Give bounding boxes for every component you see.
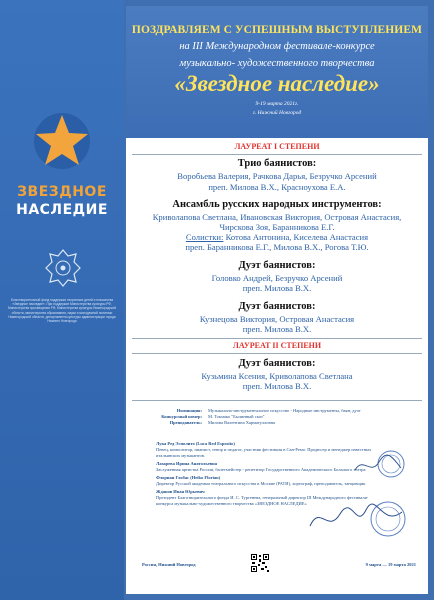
header-dates: 9-19 марта 2021г.: [255, 101, 299, 107]
entry-title: Трио баянистов:: [237, 158, 317, 169]
certificate: [126, 6, 428, 594]
teacher-label: Преподаватель:: [169, 420, 202, 425]
jury-block: [156, 441, 376, 507]
divider: [132, 400, 422, 401]
entry-names: Воробьева Валерия, Рачкова Дарья, Безручко Арсений: [177, 171, 377, 181]
number-value: М. Токмако "Былинный сказ": [208, 414, 265, 419]
info-block: [126, 408, 428, 438]
nomination-label: Номинация:: [176, 408, 202, 413]
jury-name: Лазарева Ирина Анатольевна: [156, 461, 218, 466]
entry-teacher: преп. Милова В.Х.: [242, 324, 312, 334]
entry-teacher: преп. Милова В.Х.: [242, 381, 312, 391]
divider: [132, 338, 422, 339]
entry-title: Ансамбль русских народных инструментов:: [172, 199, 382, 210]
entry-title: Дуэт баянистов:: [238, 301, 316, 312]
qr-code-icon: [250, 553, 270, 573]
divider: [132, 353, 422, 354]
entry-teacher: преп. Милова В.Х.: [242, 283, 312, 293]
header-festival: на III Международном фестивале-конкурсе: [179, 41, 375, 52]
laureate-1-heading: ЛАУРЕАТ I СТЕПЕНИ: [234, 142, 320, 151]
entry-names: Криволапова Светлана, Ивановская Виктория, Островая Анастасия,: [152, 212, 402, 222]
jury-desc: Директор Русской академии театрального искусства в Москве (РАТИ), хореограф, преподаватель, танцовщик: [156, 481, 366, 486]
nomination-value: Музыкально-инструментальное искусство - Народные инструменты, баян, дуэт: [208, 408, 361, 413]
brand-line1: ЗВЕЗДНОЕ: [17, 184, 107, 200]
entry-teacher: преп. Баранникова Е.Г., Милова В.Х., Рогова Т.Ю.: [185, 242, 369, 252]
jury-desc: Президент Благотворительного фонда И. С. Тургенева, генеральный директор III Международного фестиваля-конкурса музыкально-художественного творчества «ЗВЕЗДНОЕ НАСЛЕДИЕ»: [156, 495, 369, 506]
divider: [132, 154, 422, 155]
soloists-names: Котова Антонина, Киселева Анастасия: [223, 232, 369, 242]
brand-line2: НАСЛЕДИЕ: [16, 202, 108, 218]
footer-place: Россия, Нижний Новгород: [142, 562, 196, 567]
header-title: «Звездное наследие»: [174, 71, 380, 96]
header-city: г. Нижний Новгород: [252, 110, 302, 116]
entry-teacher: преп. Милова В.Х., Красноухова Е.А.: [208, 182, 346, 192]
number-label: Конкурсный номер:: [161, 414, 202, 419]
entry-soloists: [126, 232, 428, 242]
signature-icon: [306, 500, 416, 538]
soloists-label: Солистки:: [185, 232, 224, 242]
jury-name: Жданов Иван Юрьевич: [156, 489, 205, 494]
entry-names: Кузьмина Ксения, Криволапова Светлана: [201, 371, 353, 381]
entry-title: Дуэт баянистов:: [238, 358, 316, 369]
left-sidebar: [0, 0, 124, 600]
sidebar-note: Благотворительный фонд поддержки творческих детей и юношества «Звездное наследие». При поддержке Министерства культуры РФ, Министерства просвещения РФ, Министерства культуры Нижегородской области, министерства образования, науки и молодежной политики Нижегородской области, департамента культуры администрации города Нижнего Новгорода: [8, 298, 116, 324]
header-subtitle: музыкально- художественного творчества: [179, 58, 375, 69]
laureate-2-heading: ЛАУРЕАТ II СТЕПЕНИ: [232, 341, 322, 350]
entry-names-2: Чирскова Зоя, Баранникова Е.Г.: [219, 222, 335, 232]
entry-title: Дуэт баянистов:: [238, 260, 316, 271]
seal-icon: [351, 448, 411, 480]
jury-desc: Певец, композитор, пианист, тенор и педагог, участник фестиваля в Сан-Ремо. Продюсер и менеджер известных итальянских музыкантов.: [156, 447, 372, 458]
certificate-header: [126, 6, 428, 138]
header-congrats: ПОЗДРАВЛЯЕМ С УСПЕШНЫМ ВЫСТУПЛЕНИЕМ: [131, 24, 423, 36]
jury-desc: Заслуженная артистка России, балетмейстер - репетитор Государственного Академического Большого театра: [156, 467, 366, 472]
certificate-body: [126, 138, 428, 594]
star-logo-icon: [32, 111, 92, 171]
entry-names: Кузнецова Виктория, Островая Анастасия: [199, 314, 355, 324]
jury-name: Флориан Глобас (Heiko Florian): [156, 475, 221, 480]
emblem-icon: [44, 248, 82, 288]
teacher-value: Милова Валентина Харматулловна: [208, 420, 276, 425]
entry-names: Головко Андрей, Безручко Арсений: [211, 273, 343, 283]
footer-period: 9 марта — 19 марта 2021: [365, 562, 416, 567]
jury-name: Лука Ред Эсполито (Luca Red Esposito): [156, 441, 235, 446]
